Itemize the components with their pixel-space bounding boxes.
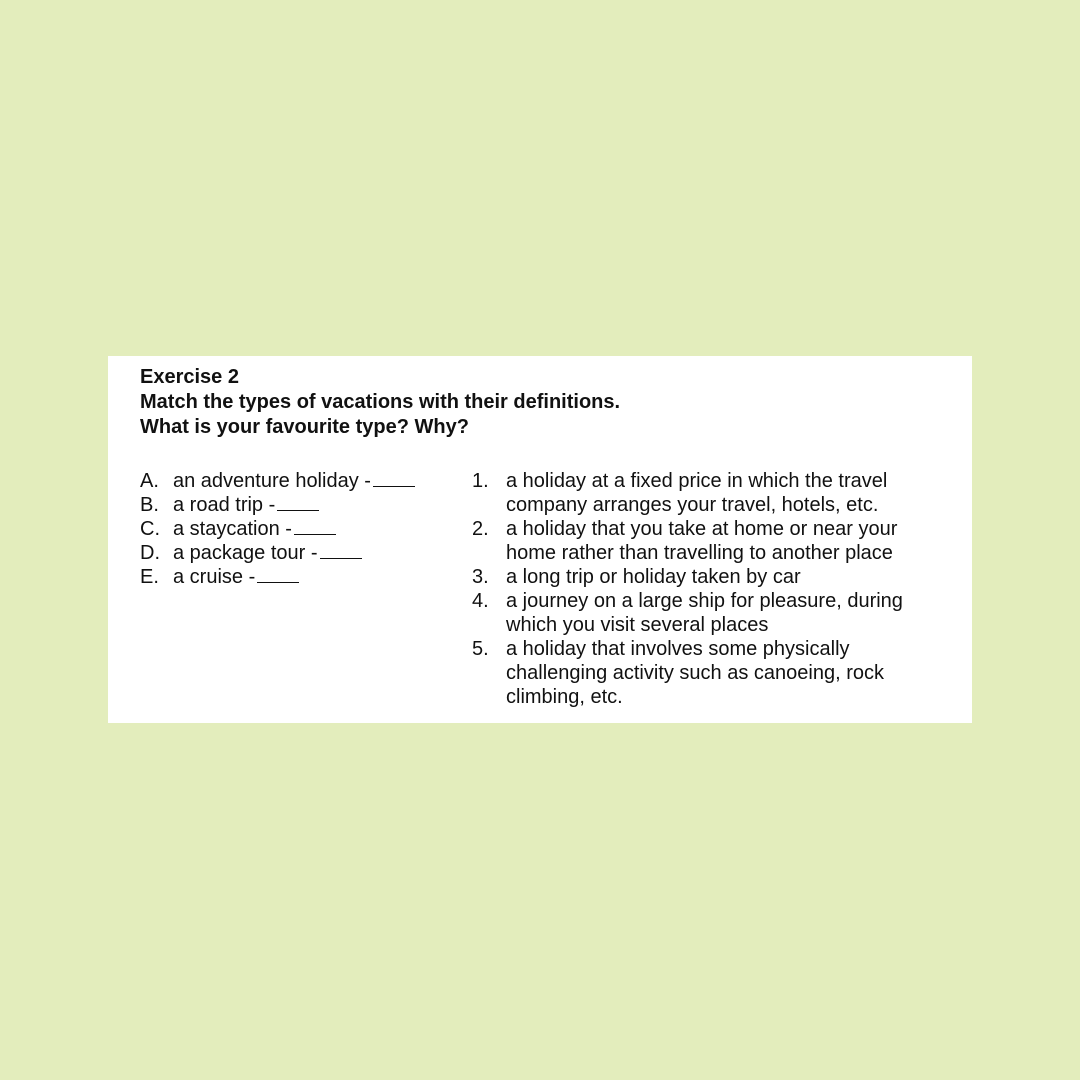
item-text: a staycation - [173, 518, 292, 540]
item-marker: B. [140, 494, 159, 516]
item-marker: A. [140, 470, 159, 492]
list-item [472, 589, 942, 637]
answer-blank[interactable] [277, 493, 319, 511]
vacation-types-list [140, 469, 415, 589]
exercise-question: What is your favourite type? Why? [140, 416, 469, 438]
item-text: a cruise - [173, 566, 256, 588]
definition-line: home rather than travelling to another place [506, 542, 893, 564]
item-text: a road trip - [173, 494, 276, 516]
exercise-title: Exercise 2 [140, 366, 239, 388]
item-number: 2. [472, 518, 489, 540]
answer-blank[interactable] [294, 517, 336, 535]
list-item [472, 469, 942, 517]
definition-line: a holiday that involves some physically [506, 638, 850, 660]
definition-line: company arranges your travel, hotels, etc. [506, 494, 879, 516]
item-text [506, 589, 942, 637]
definition-line: a long trip or holiday taken by car [506, 566, 801, 588]
answer-blank[interactable] [373, 469, 415, 487]
item-text: an adventure holiday - [173, 470, 371, 492]
list-item [140, 469, 415, 493]
answer-blank[interactable] [257, 565, 299, 583]
item-number: 3. [472, 566, 489, 588]
list-item [140, 493, 415, 517]
item-marker: E. [140, 566, 159, 588]
item-text [506, 637, 942, 709]
definition-line: which you visit several places [506, 614, 769, 636]
exercise-instruction: Match the types of vacations with their definitions. [140, 391, 621, 413]
list-item [140, 565, 415, 589]
definition-line: challenging activity such as canoeing, rock [506, 662, 884, 684]
item-number: 4. [472, 590, 489, 612]
item-marker: C. [140, 518, 160, 540]
list-item [140, 517, 415, 541]
definition-line: a journey on a large ship for pleasure, during [506, 590, 903, 612]
exercise-card [108, 356, 972, 723]
answer-blank[interactable] [320, 541, 362, 559]
list-item [140, 541, 415, 565]
exercise-heading [140, 365, 620, 440]
definition-line: climbing, etc. [506, 686, 623, 708]
list-item [472, 637, 942, 709]
item-text [506, 565, 942, 589]
item-text [506, 469, 942, 517]
item-number: 5. [472, 638, 489, 660]
list-item [472, 565, 942, 589]
item-text: a package tour - [173, 542, 318, 564]
item-text [506, 517, 942, 565]
definition-line: a holiday at a fixed price in which the travel [506, 470, 888, 492]
definition-line: a holiday that you take at home or near your [506, 518, 898, 540]
item-number: 1. [472, 470, 489, 492]
list-item [472, 517, 942, 565]
definitions-list [472, 469, 942, 709]
item-marker: D. [140, 542, 160, 564]
